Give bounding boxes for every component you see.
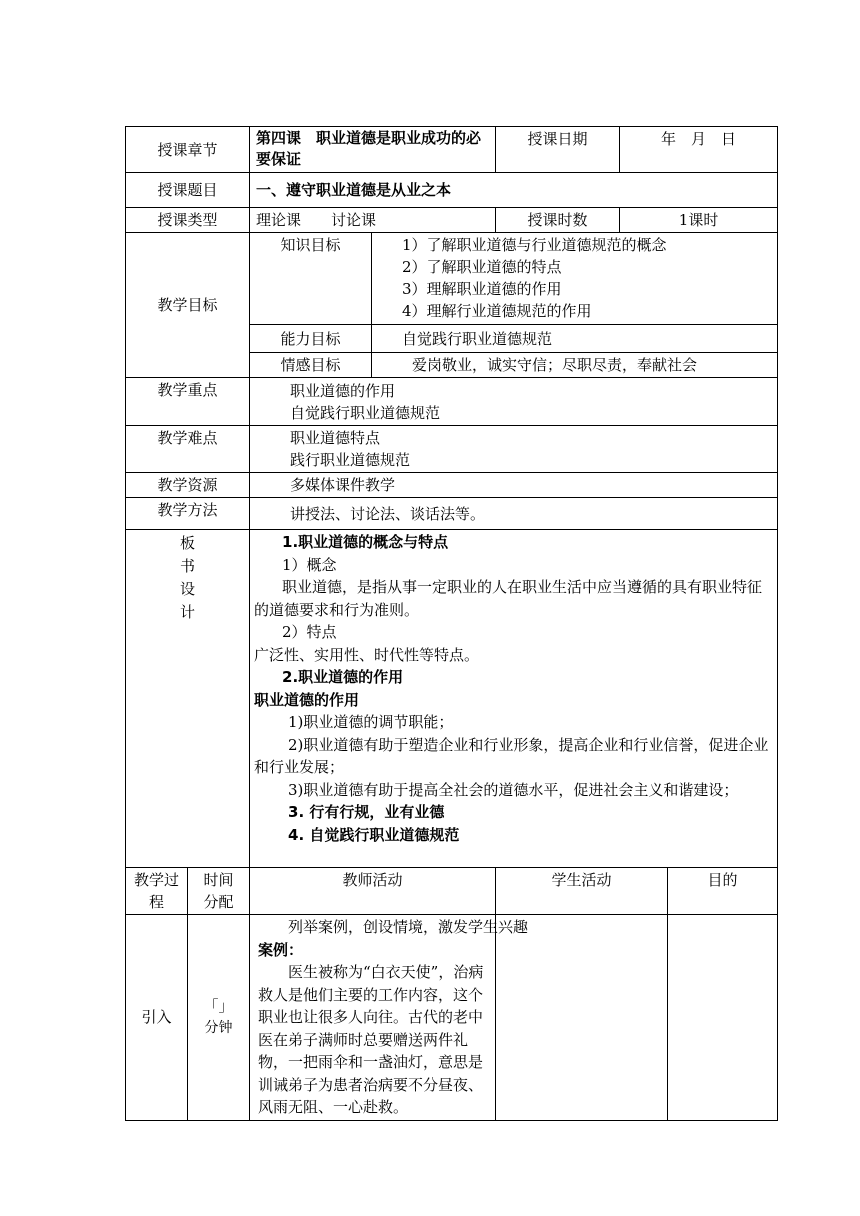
intro-stage: 引入 — [126, 915, 188, 1121]
student-activity-header: 学生活动 — [496, 868, 668, 915]
emotion-label: 情感目标 — [250, 353, 372, 378]
intro-teacher-activity — [250, 915, 529, 1121]
row-methods — [126, 498, 778, 530]
row-intro — [126, 915, 778, 1121]
board-heading-3: 3. 行有行规，业有业德 — [288, 803, 445, 821]
board-concept-text: 职业道德，是指从事一定职业的人在职业生活中应当遵循的具有职业特征的道德要求和行为准则。 — [254, 578, 763, 619]
board-heading-4: 4. 自觉践行职业道德规范 — [288, 825, 460, 844]
board-concept-label: 1）概念 — [282, 555, 337, 574]
focus-list — [250, 378, 778, 426]
knowledge-label: 知识目标 — [250, 233, 372, 325]
board-role-title: 职业道德的作用 — [254, 690, 360, 709]
resources-label: 教学资源 — [126, 473, 250, 498]
board-heading-1: 1.职业道德的概念与特点 — [282, 533, 449, 551]
row-knowledge — [126, 233, 778, 325]
intro-purpose — [668, 915, 778, 1121]
board-feature-label: 2）特点 — [282, 623, 337, 641]
lesson-plan-table — [125, 126, 778, 1121]
intro-case-label: 案例： — [258, 940, 304, 959]
purpose-header: 目的 — [668, 868, 778, 915]
board-label-char: 计 — [180, 603, 196, 621]
row-process-header — [126, 868, 778, 915]
topic-value: 一、遵守职业道德是从业之本 — [250, 173, 778, 208]
board-label-char: 设 — [180, 580, 196, 598]
row-difficulty — [126, 426, 778, 473]
process-stage-header: 教学过程 — [126, 868, 188, 915]
objectives-label: 教学目标 — [126, 233, 250, 378]
type-value: 理论课 讨论课 — [250, 208, 496, 233]
emotion-value: 爱岗敬业，诚实守信；尽职尽责，奉献社会 — [372, 353, 778, 378]
topic-label: 授课题目 — [126, 173, 250, 208]
board-label-char: 书 — [180, 557, 196, 575]
hours-value: 1课时 — [620, 208, 778, 233]
hours-label: 授课时数 — [496, 208, 620, 233]
board-heading-2: 2.职业道德的作用 — [282, 668, 404, 686]
board-label — [126, 530, 250, 868]
row-focus — [126, 378, 778, 426]
knowledge-item: 2）了解职业道德的特点 — [402, 258, 562, 276]
row-chapter — [126, 127, 778, 173]
process-time-header: 时间分配 — [188, 868, 250, 915]
board-role-item: 3)职业道德有助于提高全社会的道德水平，促进社会主义和谐建设； — [288, 780, 739, 799]
board-role-item: 2)职业道德有助于塑造企业和行业形象，提高企业和行业信誉，促进企业和行业发展； — [254, 735, 769, 776]
intro-time-unit: 分钟 — [204, 1020, 233, 1037]
board-role-item: 1)职业道德的调节职能； — [288, 713, 454, 731]
chapter-value: 第四课 职业道德是职业成功的必要保证 — [250, 127, 496, 173]
row-type — [126, 208, 778, 233]
type-label: 授课类型 — [126, 208, 250, 233]
difficulty-item: 践行职业道德规范 — [290, 451, 411, 469]
row-topic — [126, 173, 778, 208]
focus-item: 自觉践行职业道德规范 — [290, 403, 441, 422]
intro-time — [188, 915, 250, 1121]
intro-time-bracket: 「」 — [203, 997, 234, 1016]
board-content — [250, 530, 778, 868]
row-resources — [126, 473, 778, 498]
focus-item: 职业道德的作用 — [290, 381, 396, 400]
knowledge-item: 4）理解行业道德规范的作用 — [402, 302, 592, 320]
row-board — [126, 530, 778, 868]
difficulty-list — [250, 426, 778, 473]
knowledge-item: 1）了解职业道德与行业道德规范的概念 — [402, 236, 667, 254]
teacher-activity-header: 教师活动 — [250, 868, 496, 915]
intro-case-text: 医生被称为“白衣天使”，治病救人是他们主要的工作内容，这个职业也让很多人向往。古代的老中医在弟子满师时总要赠送两件礼物，一把雨伞和一盏油灯，意思是训诫弟子为患者治病要不分昼夜、风雨无阻、一心赴救。 — [258, 963, 484, 1116]
methods-label: 教学方法 — [126, 498, 250, 530]
focus-label: 教学重点 — [126, 378, 250, 426]
date-value: 年 月 日 — [620, 127, 778, 173]
intro-student-activity — [496, 915, 668, 1121]
methods-value: 讲授法、讨论法、谈话法等。 — [250, 498, 778, 530]
difficulty-label: 教学难点 — [126, 426, 250, 473]
knowledge-list — [372, 233, 778, 325]
board-label-char: 板 — [180, 534, 196, 552]
chapter-label: 授课章节 — [126, 127, 250, 173]
knowledge-item: 3）理解职业道德的作用 — [402, 280, 562, 298]
date-label: 授课日期 — [496, 127, 620, 173]
resources-value: 多媒体课件教学 — [250, 473, 778, 498]
difficulty-item: 职业道德特点 — [290, 429, 381, 447]
ability-value: 自觉践行职业道德规范 — [372, 325, 778, 353]
intro-activity-line: 列举案例，创设情境，激发学生兴趣 — [288, 918, 529, 936]
ability-label: 能力目标 — [250, 325, 372, 353]
board-feature-text: 广泛性、实用性、时代性等特点。 — [254, 645, 480, 664]
